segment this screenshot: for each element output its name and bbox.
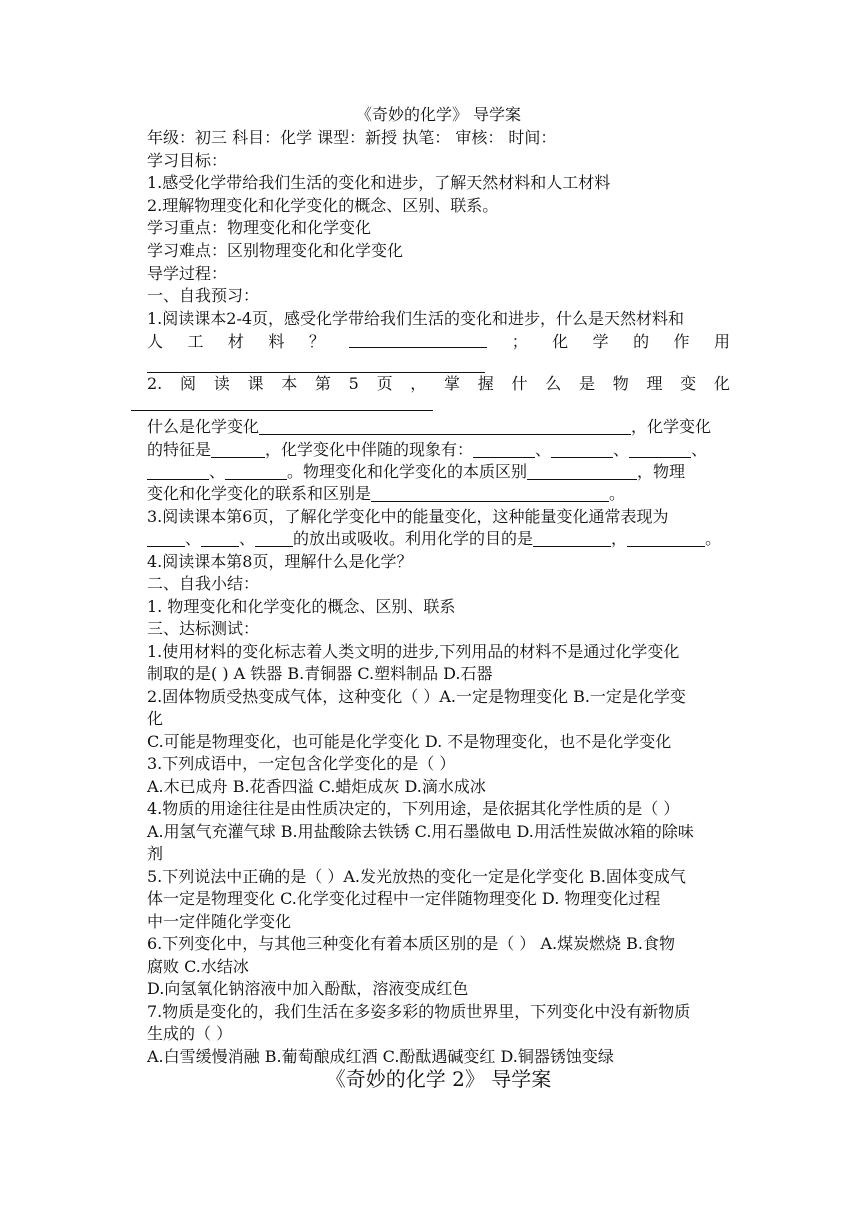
word: 材 [227, 332, 244, 351]
answer-blank[interactable] [147, 463, 209, 480]
word: 课 [247, 374, 264, 393]
question-1-line2: 制取的是( ) A 铁器 B.青铜器 C.塑料制品 D.石器 [147, 664, 493, 683]
meta-line: 年级：初三 科目：化学 课型：新授 执笔： 审核： 时间： [147, 128, 557, 147]
text: ，化学变化 [631, 417, 712, 436]
section-3-heading: 三、达标测试： [147, 619, 260, 638]
word: 掌 [444, 374, 461, 393]
answer-blank[interactable] [255, 530, 293, 547]
word: 读 [213, 374, 230, 393]
word: ； [511, 332, 528, 351]
summary-item-1: 1. 物理变化和化学变化的概念、区别、联系 [147, 597, 456, 616]
answer-blank[interactable] [371, 485, 609, 502]
preview-item-2-line3 [147, 439, 707, 461]
text: 的特征是 [147, 440, 212, 459]
answer-blank[interactable] [627, 530, 705, 547]
question-2-line2: 化 [147, 709, 164, 728]
section-2-heading: 二、自我小结： [147, 574, 260, 593]
word: 学 [592, 332, 609, 351]
answer-blank[interactable] [201, 530, 239, 547]
text: 变化和化学变化的联系和区别是 [147, 484, 372, 503]
question-3-line1: 3.下列成语中，一定包含化学变化的是（ ） [147, 754, 456, 773]
word: 人 [147, 332, 164, 351]
answer-blank[interactable] [259, 418, 631, 435]
preview-item-3-line2 [147, 528, 721, 550]
word: 第 [314, 374, 331, 393]
word: 化 [552, 332, 569, 351]
question-5-line1: 5.下列说法中正确的是（ ）A.发光放热的变化一定是化学变化 B.固体变成气 [147, 867, 686, 886]
word: 页 [376, 374, 393, 393]
word: 什 [511, 374, 528, 393]
question-4-line2: A.用氢气充灌气球 B.用盐酸除去铁锈 C.用石墨做电 D.用活性炭做冰箱的除味 [147, 822, 694, 841]
answer-blank[interactable] [533, 530, 611, 547]
text: 。 [609, 484, 626, 503]
preview-item-1-line1: 1.阅读课本2-4页，感受化学带给我们生活的变化和进步，什么是天然材料和 [147, 309, 685, 328]
question-6-line2: 腐败 C.水结冰 [147, 957, 249, 976]
word: 理 [646, 374, 663, 393]
text: 、 [535, 440, 552, 459]
answer-blank[interactable] [349, 331, 487, 348]
word: ， [410, 374, 427, 393]
word: 变 [680, 374, 697, 393]
word: 是 [578, 374, 595, 393]
answer-blank[interactable] [147, 530, 185, 547]
question-7-line1: 7.物质是变化的，我们生活在多姿多彩的物质世界里，下列变化中没有新物质 [147, 1002, 691, 1021]
question-5-line3: 中一定伴随化学变化 [147, 912, 292, 931]
preview-item-2-line5 [147, 483, 625, 505]
word: 物 [612, 374, 629, 393]
question-7-line3: A.白雪缓慢消融 B.葡萄酿成红酒 C.酚酞遇碱变红 D.铜器锈蚀变绿 [147, 1047, 614, 1066]
word: 用 [713, 332, 730, 351]
question-6-line1: 6.下列变化中，与其他三种变化有着本质区别的是（ ） A.煤炭燃烧 B.食物 [147, 934, 676, 953]
word: 工 [187, 332, 204, 351]
word: ？ [308, 332, 325, 351]
text: 、 [613, 440, 630, 459]
question-5-line2: 体一定是物理变化 C.化学变化过程中一定伴随物理变化 D. 物理变化过程 [147, 889, 661, 908]
next-worksheet-title: 《奇妙的化学 2》 导学案 [325, 1067, 552, 1091]
goal-2: 2.理解物理变化和化学变化的概念、区别、联系。 [147, 196, 499, 215]
question-2-line3: C.可能是物理变化，也可能是化学变化 D. 不是物理变化，也不是化学变化 [147, 732, 672, 751]
text: 、 [209, 462, 226, 481]
answer-blank[interactable] [629, 441, 691, 458]
difficulty: 学习难点：区别物理变化和化学变化 [147, 241, 404, 260]
question-4-line1: 4.物质的用途往往是由性质决定的，下列用途，是依据其化学性质的是（ ） [147, 799, 680, 818]
text: ，化学变化中伴随的现象有： [265, 440, 474, 459]
word: 阅 [179, 374, 196, 393]
word: 作 [673, 332, 690, 351]
question-1-line1: 1.使用材料的变化标志着人类文明的进步,下列用品的材料不是通过化学变化 [147, 642, 680, 661]
answer-blank[interactable] [211, 441, 265, 458]
text: 。 [705, 529, 722, 548]
section-1-heading: 一、自我预习： [147, 286, 260, 305]
preview-item-3-line1: 3.阅读课本第6页，了解化学变化中的能量变化，这种能量变化通常表现为 [147, 507, 669, 526]
goals-heading: 学习目标： [147, 151, 228, 170]
answer-blank[interactable] [551, 441, 613, 458]
page-title: 《奇妙的化学》 导学案 [355, 105, 522, 124]
answer-blank[interactable] [225, 463, 287, 480]
text: ， [611, 529, 628, 548]
preview-item-2-line4 [147, 461, 685, 483]
word: 5 [348, 374, 359, 393]
word: 2. [147, 374, 163, 393]
text: ，物理 [637, 462, 686, 481]
answer-blank-line[interactable] [131, 410, 433, 411]
text: 、 [691, 440, 708, 459]
text: 、 [239, 529, 256, 548]
word: 握 [477, 374, 494, 393]
goal-1: 1.感受化学带给我们生活的变化和进步，了解天然材料和人工材料 [147, 173, 611, 192]
answer-blank[interactable] [527, 463, 637, 480]
word: 本 [281, 374, 298, 393]
preview-item-2-line1 [147, 373, 730, 395]
text: 的放出或吸收。利用化学的目的是 [293, 529, 534, 548]
preview-item-2-line2 [147, 416, 711, 438]
text: 什么是化学变化 [147, 417, 260, 436]
word: 的 [633, 332, 650, 351]
text: 、 [185, 529, 202, 548]
key-point: 学习重点：物理变化和化学变化 [147, 218, 372, 237]
word: 料 [268, 332, 285, 351]
preview-item-4: 4.阅读课本第8页，理解什么是化学？ [147, 552, 413, 571]
question-2-line1: 2.固体物质受热变成气体，这种变化（ ）A.一定是物理变化 B.一定是化学变 [147, 687, 686, 706]
question-6-line3: D.向氢氧化钠溶液中加入酚酞，溶液变成红色 [147, 979, 469, 998]
question-3-line2: A.木已成舟 B.花香四溢 C.蜡炬成灰 D.滴水成冰 [147, 777, 486, 796]
answer-blank[interactable] [473, 441, 535, 458]
process-heading: 导学过程： [147, 264, 228, 283]
word: 么 [545, 374, 562, 393]
question-7-line2: 生成的（ ） [147, 1024, 233, 1043]
word: 化 [713, 374, 730, 393]
text: 。物理变化和化学变化的本质区别 [287, 462, 528, 481]
question-4-line3: 剂 [147, 844, 164, 863]
preview-item-1-line2 [147, 331, 730, 353]
